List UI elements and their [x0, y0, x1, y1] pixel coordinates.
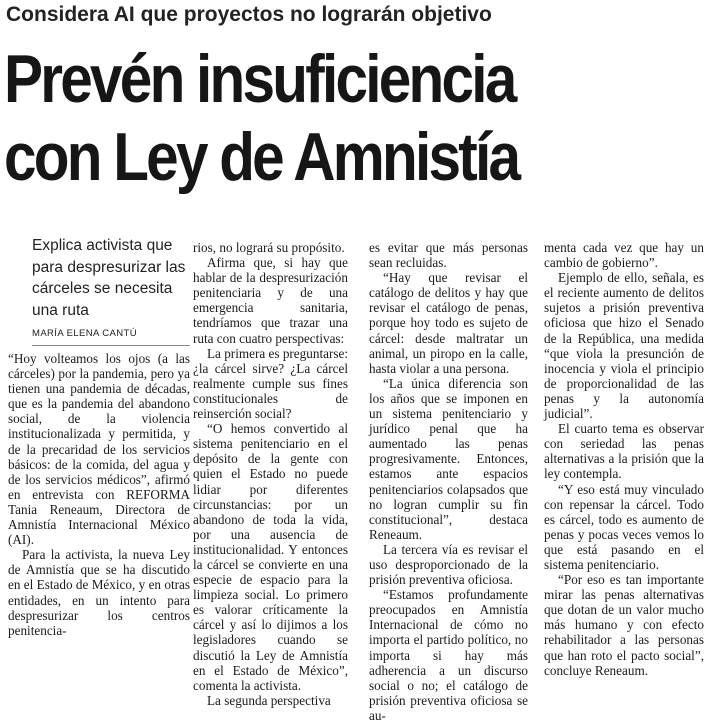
- article-column-2: [193, 240, 348, 708]
- article-column-4: [544, 240, 704, 678]
- paragraph: “Y eso está muy vinculado con repensar la cárcel. Todo es cárcel, todo es aumento de penas y pocas veces vemos lo que está pasando en el sistema penitenciario.: [544, 481, 704, 572]
- paragraph: rios, no logrará su propósito.: [193, 240, 345, 255]
- paragraph: es evitar que más personas sean recluidas.: [369, 240, 528, 271]
- paragraph: Para la activista, la nueva Ley de Amnistía que se ha discutido en el Estado de México, y en otras entidades, en un intento para despresurizar los centros penitencia-: [8, 547, 190, 638]
- byline-rule: [32, 345, 190, 346]
- paragraph: “Hay que revisar el catálogo de delitos y hay que revisar el catálogo de penas, porque hoy todo es sujeto de cárcel: desde maltratar un animal, un piropo en la calle, hasta violar a una persona.: [369, 270, 528, 376]
- subhead: Explica activista que para despresurizar las cárceles se necesita una ruta: [32, 237, 186, 319]
- paragraph: menta cada vez que hay un cambio de gobierno”.: [544, 240, 704, 271]
- article-column-3: [369, 240, 528, 723]
- headline-line-1: Prevén insuficiencia: [4, 41, 515, 117]
- paragraph: “Estamos profundamente preocupados en Amnistía Internacional de cómo no importa el partido político, no importa si hay más adherencia a un discurso social o no; el catálogo de prisión preventiva oficiosa se au-: [369, 587, 528, 723]
- paragraph: La tercera vía es revisar el uso desproporcionado de la prisión preventiva oficiosa.: [369, 541, 528, 588]
- paragraph: Afirma que, si hay que hablar de la despresurización penitenciaria y de una emergencia sanitaria, tendríamos que trazar una ruta con cuatro perspectivas:: [193, 255, 348, 346]
- paragraph: Ejemplo de ello, señala, es el reciente aumento de delitos sujetos a prisión preventiva oficiosa que hizo el Senado de la República, una medida “que viola la presunción de inocencia y viola el principio de proporcionalidad de las penas y la autonomía judicial”.: [544, 270, 704, 422]
- paragraph: La segunda perspectiva: [207, 692, 331, 708]
- headline-line-2: con Ley de Amnistía: [4, 119, 519, 195]
- paragraph: “La única diferencia son los años que se imponen en un sistema penitenciario y jurídico penal que ha aumentado las penas progresivamente. Entonces, estamos ante espacios penitenciarios colapsados que no logran cumplir su fin constitucional”, destaca Reneaum.: [369, 375, 528, 542]
- headline: [4, 40, 606, 196]
- paragraph: La primera es preguntarse: ¿la cárcel sirve? ¿La cárcel realmente cumple sus fines constitucionales de reinserción social?: [193, 345, 348, 422]
- paragraph: “Hoy volteamos los ojos (a las cárceles) por la pandemia, pero ya tienen una pandemia de décadas, que es la pandemia del abandono social, de la violencia institucionalizada y permitida, y de la precaridad de los servicios básicos: de la comida, del agua y de los servicios médicos”, afirmó en entrevista con REFORMA Tania Reneaum, Directora de Amnistía Internacional México (AI).: [8, 351, 190, 548]
- article-column-1: [8, 351, 190, 671]
- byline: MARÍA ELENA CANTÚ: [32, 328, 137, 339]
- paragraph: El cuarto tema es observar con seriedad las penas alternativas a la prisión que la ley contempla.: [544, 421, 704, 482]
- paragraph: “O hemos convertido al sistema penitenciario en el depósito de la gente con quien el Estado no puede lidiar por diferentes circunstancias: por un abandono de toda la vida, por una ausencia de institucionalidad. Y entonces la cárcel se convierte en una especie de espacio para la limpieza social. Lo primero es valorar críticamente la cárcel y así lo dijimos a los legisladores cuando se discutió la Ley de Amnistía en el Estado de México”, comenta la activista.: [193, 421, 348, 693]
- paragraph: “Por eso es tan importante mirar las penas alternativas que dotan de un valor mucho más humano y con efecto rehabilitador a las personas que han roto el pacto social”, concluye Reneaum.: [544, 572, 704, 678]
- kicker: Considera AI que proyectos no lograrán objetivo: [6, 3, 492, 26]
